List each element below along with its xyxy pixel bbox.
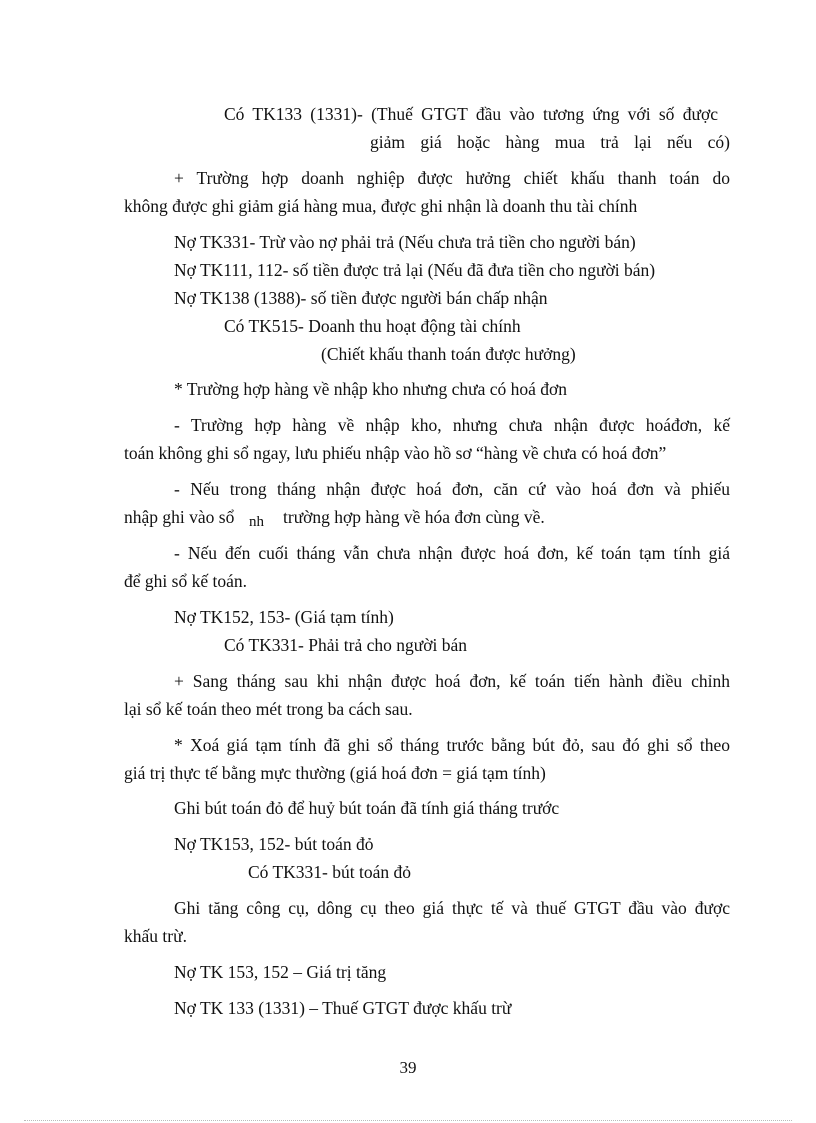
text-line: Nợ TK138 (1388)- số tiền được người bán chấp nhận	[174, 288, 548, 308]
text-line: để ghi sổ kế toán.	[124, 571, 247, 591]
text-line: * Trường hợp hàng về nhập kho nhưng chưa có hoá đơn	[174, 379, 568, 399]
text-line: Nợ TK331- Trừ vào nợ phải trả (Nếu chưa trả tiền cho người bán)	[174, 232, 636, 252]
text-line: không được ghi giảm giá hàng mua, được ghi nhận là doanh thu tài chính	[124, 196, 638, 216]
text-fragment: nh	[249, 514, 264, 530]
text-line: (Chiết khấu thanh toán được hưởng)	[321, 344, 576, 364]
text-line: toán không ghi sổ ngay, lưu phiếu nhập vào hồ sơ “hàng về chưa có hoá đơn”	[124, 443, 667, 463]
text-line: Nợ TK152, 153- (Giá tạm tính)	[174, 607, 394, 627]
text-line: Nợ TK153, 152- bút toán đỏ	[174, 834, 374, 854]
text-line: Có TK331- bút toán đỏ	[248, 862, 412, 882]
text-line: - Nếu đến cuối tháng vẫn chưa nhận được hoá đơn, kế toán tạm tính giá	[174, 543, 730, 563]
text-line: - Nếu trong tháng nhận được hoá đơn, căn cứ vào hoá đơn và phiếu	[174, 479, 730, 499]
page-border-bottom	[24, 1120, 792, 1121]
text-line: Ghi tăng công cụ, dông cụ theo giá thực tế và thuế GTGT đầu vào được	[174, 898, 730, 918]
text-line: Ghi bút toán đỏ để huỷ bút toán đã tính giá tháng trước	[174, 798, 560, 818]
text-line: Nợ TK111, 112- số tiền được trả lại (Nếu đã đưa tiền cho người bán)	[174, 260, 656, 280]
text-line: Nợ TK 153, 152 – Giá trị tăng	[174, 962, 387, 982]
text-line: + Trường hợp doanh nghiệp được hưởng chiết khấu thanh toán do	[174, 168, 730, 188]
text-line: trường hợp hàng về hóa đơn cùng về.	[283, 507, 545, 527]
text-line: lại sổ kế toán theo mét trong ba cách sau.	[124, 699, 413, 719]
text-line: Có TK133 (1331)- (Thuế GTGT đầu vào tương ứng với số được	[224, 104, 718, 124]
text-line: + Sang tháng sau khi nhận được hoá đơn, kế toán tiến hành điều chỉnh	[174, 671, 730, 691]
text-line: Có TK331- Phải trả cho người bán	[224, 635, 467, 655]
text-line: giảm giá hoặc hàng mua trả lại nếu có)	[370, 132, 730, 152]
text-line: Có TK515- Doanh thu hoạt động tài chính	[224, 316, 521, 336]
text-line: nhập ghi vào sổ	[124, 507, 235, 527]
text-line: - Trường hợp hàng về nhập kho, nhưng chưa nhận được hoáđơn, kế	[174, 415, 730, 435]
text-line: khấu trừ.	[124, 926, 187, 946]
page-number: 39	[399, 1058, 417, 1077]
text-line: giá trị thực tế bằng mực thường (giá hoá đơn = giá tạm tính)	[124, 763, 546, 783]
text-line: * Xoá giá tạm tính đã ghi sổ tháng trước bằng bút đỏ, sau đó ghi sổ theo	[174, 735, 730, 755]
text-line: Nợ TK 133 (1331) – Thuế GTGT được khấu trừ	[174, 998, 512, 1018]
